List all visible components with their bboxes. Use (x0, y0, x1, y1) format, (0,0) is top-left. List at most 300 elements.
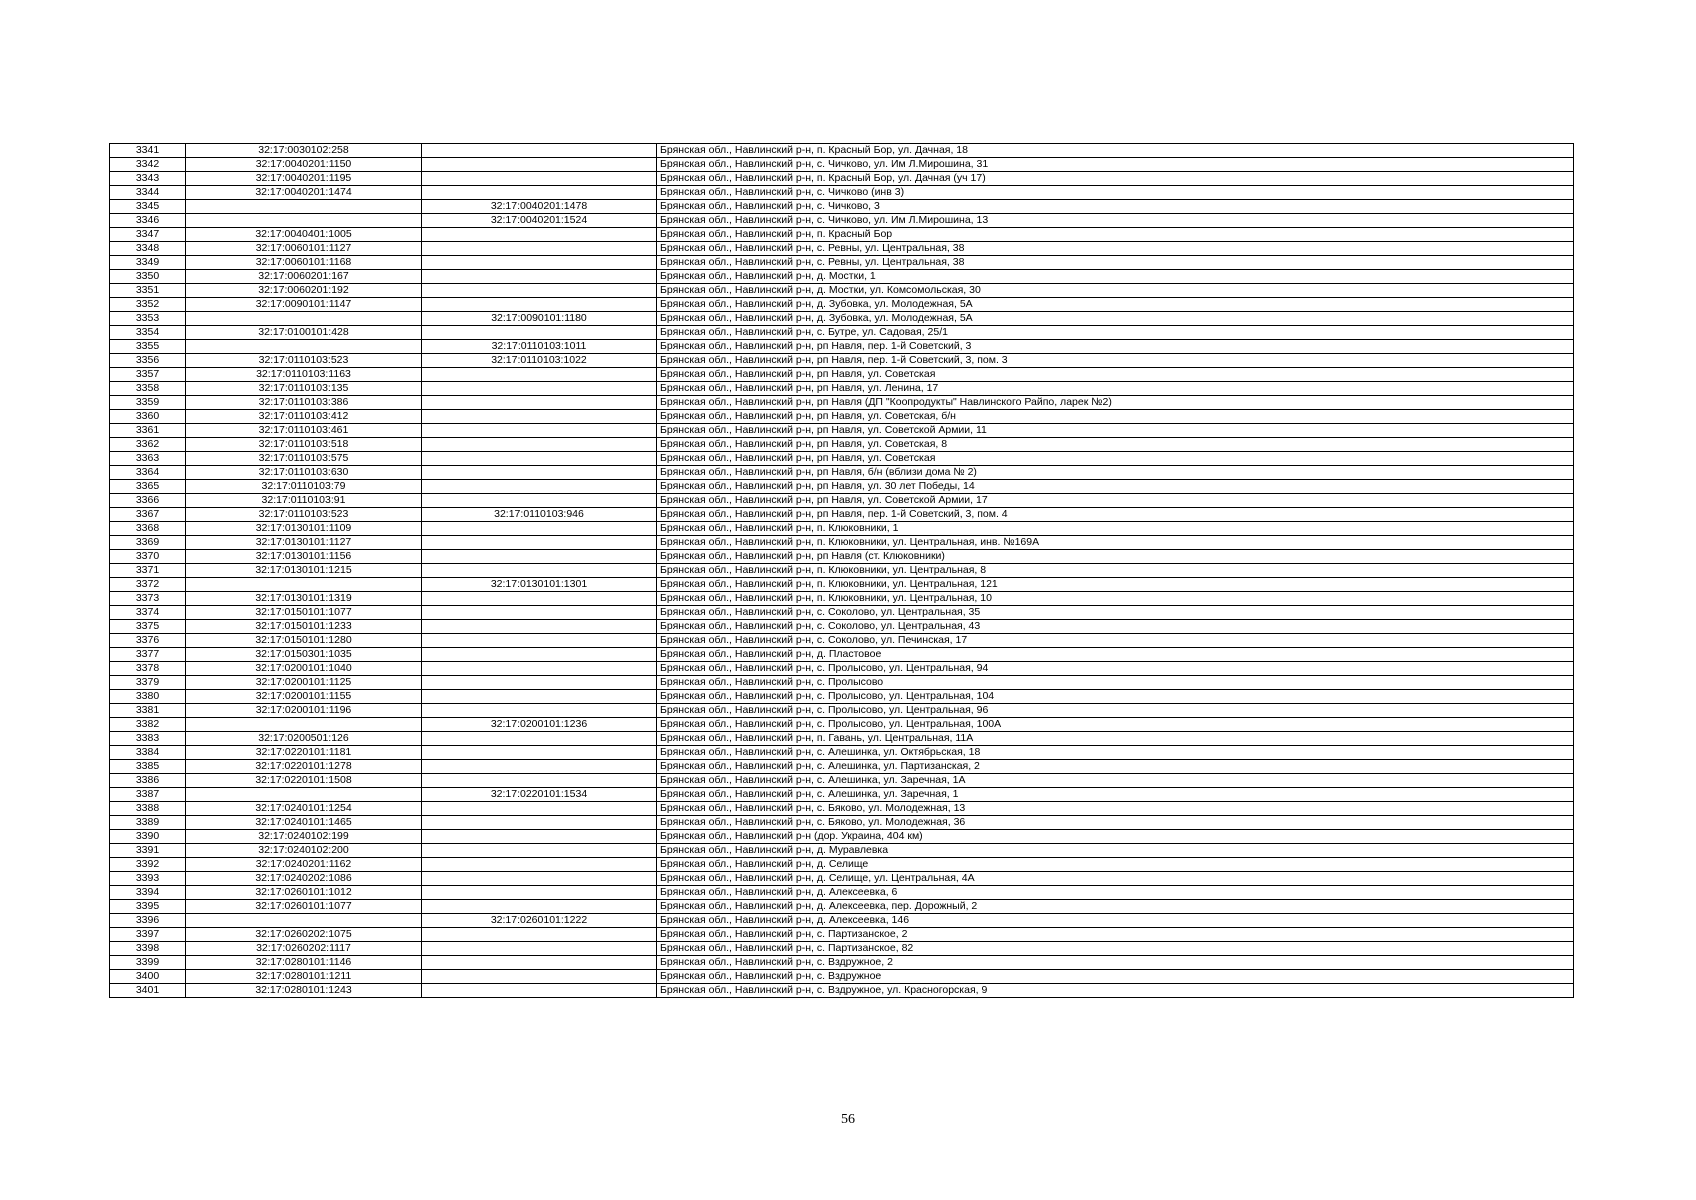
address-cell: Брянская обл., Навлинский р-н, рп Навля, ул. Советской Армии, 11 (657, 424, 1574, 438)
cadastral-number-cell: 32:17:0240101:1254 (186, 802, 422, 816)
table-row (110, 200, 1574, 214)
cadastral-number-cell (186, 718, 422, 732)
address-cell: Брянская обл., Навлинский р-н, п. Клюковники, ул. Центральная, 8 (657, 564, 1574, 578)
parent-cadastral-number-cell (422, 410, 657, 424)
parent-cadastral-number-cell (422, 228, 657, 242)
table-row (110, 690, 1574, 704)
row-number-cell: 3352 (110, 298, 186, 312)
parent-cadastral-number-cell (422, 564, 657, 578)
cadastral-number-cell: 32:17:0040201:1474 (186, 186, 422, 200)
cadastral-number-cell (186, 788, 422, 802)
row-number-cell: 3348 (110, 242, 186, 256)
table-row (110, 382, 1574, 396)
parent-cadastral-number-cell (422, 480, 657, 494)
row-number-cell: 3365 (110, 480, 186, 494)
cadastral-number-cell: 32:17:0030102:258 (186, 144, 422, 158)
address-cell: Брянская обл., Навлинский р-н, с. Алешинка, ул. Заречная, 1А (657, 774, 1574, 788)
row-number-cell: 3388 (110, 802, 186, 816)
address-cell: Брянская обл., Навлинский р-н, п. Красный Бор (657, 228, 1574, 242)
parent-cadastral-number-cell (422, 452, 657, 466)
table-row (110, 396, 1574, 410)
parent-cadastral-number-cell (422, 760, 657, 774)
row-number-cell: 3361 (110, 424, 186, 438)
row-number-cell: 3377 (110, 648, 186, 662)
parent-cadastral-number-cell (422, 186, 657, 200)
table-body (110, 144, 1574, 998)
parent-cadastral-number-cell: 32:17:0110103:946 (422, 508, 657, 522)
address-cell: Брянская обл., Навлинский р-н, д. Селище, ул. Центральная, 4А (657, 872, 1574, 886)
cadastral-number-cell: 32:17:0040201:1150 (186, 158, 422, 172)
row-number-cell: 3371 (110, 564, 186, 578)
cadastral-number-cell: 32:17:0100101:428 (186, 326, 422, 340)
address-cell: Брянская обл., Навлинский р-н, с. Бутре, ул. Садовая, 25/1 (657, 326, 1574, 340)
parent-cadastral-number-cell (422, 816, 657, 830)
address-cell: Брянская обл., Навлинский р-н, рп Навля, ул. Ленина, 17 (657, 382, 1574, 396)
cadastral-number-cell: 32:17:0240102:200 (186, 844, 422, 858)
cadastral-number-cell: 32:17:0040401:1005 (186, 228, 422, 242)
address-cell: Брянская обл., Навлинский р-н, с. Пролысово (657, 676, 1574, 690)
cadastral-number-cell: 32:17:0060101:1127 (186, 242, 422, 256)
address-cell: Брянская обл., Навлинский р-н, с. Алешинка, ул. Октябрьская, 18 (657, 746, 1574, 760)
page-number: 56 (841, 1112, 855, 1127)
cadastral-number-cell: 32:17:0200101:1040 (186, 662, 422, 676)
parent-cadastral-number-cell (422, 830, 657, 844)
row-number-cell: 3392 (110, 858, 186, 872)
parent-cadastral-number-cell (422, 536, 657, 550)
parent-cadastral-number-cell (422, 872, 657, 886)
table-row (110, 802, 1574, 816)
parent-cadastral-number-cell (422, 690, 657, 704)
table-row (110, 494, 1574, 508)
address-cell: Брянская обл., Навлинский р-н, п. Клюковники, ул. Центральная, 10 (657, 592, 1574, 606)
table-row (110, 186, 1574, 200)
parent-cadastral-number-cell (422, 774, 657, 788)
table-row (110, 858, 1574, 872)
table-row (110, 914, 1574, 928)
table-row (110, 228, 1574, 242)
parent-cadastral-number-cell (422, 942, 657, 956)
parent-cadastral-number-cell (422, 270, 657, 284)
row-number-cell: 3373 (110, 592, 186, 606)
address-cell: Брянская обл., Навлинский р-н, п. Гавань, ул. Центральная, 11А (657, 732, 1574, 746)
table-row (110, 956, 1574, 970)
table-row (110, 242, 1574, 256)
address-cell: Брянская обл., Навлинский р-н, рп Навля, пер. 1-й Советский, 3 (657, 340, 1574, 354)
table-row (110, 634, 1574, 648)
table-row (110, 718, 1574, 732)
address-cell: Брянская обл., Навлинский р-н, п. Красный Бор, ул. Дачная (уч 17) (657, 172, 1574, 186)
cadastral-number-cell: 32:17:0280101:1243 (186, 984, 422, 998)
parent-cadastral-number-cell (422, 326, 657, 340)
row-number-cell: 3401 (110, 984, 186, 998)
parent-cadastral-number-cell: 32:17:0110103:1022 (422, 354, 657, 368)
cadastral-number-cell: 32:17:0090101:1147 (186, 298, 422, 312)
address-cell: Брянская обл., Навлинский р-н (дор. Украина, 404 км) (657, 830, 1574, 844)
cadastral-number-cell (186, 340, 422, 354)
parent-cadastral-number-cell (422, 970, 657, 984)
row-number-cell: 3398 (110, 942, 186, 956)
row-number-cell: 3380 (110, 690, 186, 704)
cadastral-number-cell: 32:17:0260202:1075 (186, 928, 422, 942)
table-row (110, 214, 1574, 228)
row-number-cell: 3389 (110, 816, 186, 830)
table-row (110, 326, 1574, 340)
parent-cadastral-number-cell (422, 886, 657, 900)
table-row (110, 284, 1574, 298)
cadastral-number-cell: 32:17:0150101:1280 (186, 634, 422, 648)
address-cell: Брянская обл., Навлинский р-н, с. Чичково, 3 (657, 200, 1574, 214)
row-number-cell: 3396 (110, 914, 186, 928)
row-number-cell: 3344 (110, 186, 186, 200)
cadastral-number-cell: 32:17:0240202:1086 (186, 872, 422, 886)
parent-cadastral-number-cell (422, 858, 657, 872)
cadastral-number-cell: 32:17:0060101:1168 (186, 256, 422, 270)
parent-cadastral-number-cell (422, 494, 657, 508)
table-row (110, 466, 1574, 480)
cadastral-number-cell (186, 578, 422, 592)
row-number-cell: 3368 (110, 522, 186, 536)
parent-cadastral-number-cell (422, 662, 657, 676)
row-number-cell: 3374 (110, 606, 186, 620)
address-cell: Брянская обл., Навлинский р-н, с. Бяково, ул. Молодежная, 13 (657, 802, 1574, 816)
table-row (110, 270, 1574, 284)
address-cell: Брянская обл., Навлинский р-н, с. Чичково, ул. Им Л.Мирошина, 31 (657, 158, 1574, 172)
parent-cadastral-number-cell (422, 676, 657, 690)
address-cell: Брянская обл., Навлинский р-н, д. Алексеевка, пер. Дорожный, 2 (657, 900, 1574, 914)
table-row (110, 508, 1574, 522)
address-cell: Брянская обл., Навлинский р-н, рп Навля (ДП "Коопродукты" Навлинского Райпо, ларек №2) (657, 396, 1574, 410)
address-cell: Брянская обл., Навлинский р-н, п. Красный Бор, ул. Дачная, 18 (657, 144, 1574, 158)
parent-cadastral-number-cell (422, 522, 657, 536)
table-row (110, 256, 1574, 270)
address-cell: Брянская обл., Навлинский р-н, с. Пролысово, ул. Центральная, 100А (657, 718, 1574, 732)
parent-cadastral-number-cell (422, 956, 657, 970)
address-cell: Брянская обл., Навлинский р-н, д. Зубовка, ул. Молодежная, 5А (657, 298, 1574, 312)
address-cell: Брянская обл., Навлинский р-н, рп Навля, ул. 30 лет Победы, 14 (657, 480, 1574, 494)
address-cell: Брянская обл., Навлинский р-н, д. Алексеевка, 6 (657, 886, 1574, 900)
address-cell: Брянская обл., Навлинский р-н, п. Клюковники, ул. Центральная, инв. №169А (657, 536, 1574, 550)
row-number-cell: 3385 (110, 760, 186, 774)
address-cell: Брянская обл., Навлинский р-н, рп Навля, ул. Советской Армии, 17 (657, 494, 1574, 508)
address-cell: Брянская обл., Навлинский р-н, с. Ревны, ул. Центральная, 38 (657, 256, 1574, 270)
cadastral-number-cell: 32:17:0220101:1508 (186, 774, 422, 788)
cadastral-number-cell: 32:17:0130101:1319 (186, 592, 422, 606)
address-cell: Брянская обл., Навлинский р-н, рп Навля, пер. 1-й Советский, 3, пом. 3 (657, 354, 1574, 368)
cadastral-number-cell: 32:17:0110103:461 (186, 424, 422, 438)
row-number-cell: 3347 (110, 228, 186, 242)
cadastral-number-cell: 32:17:0200101:1125 (186, 676, 422, 690)
parent-cadastral-number-cell (422, 172, 657, 186)
row-number-cell: 3346 (110, 214, 186, 228)
parent-cadastral-number-cell (422, 298, 657, 312)
parent-cadastral-number-cell (422, 620, 657, 634)
row-number-cell: 3359 (110, 396, 186, 410)
parent-cadastral-number-cell (422, 284, 657, 298)
address-cell: Брянская обл., Навлинский р-н, с. Ревны, ул. Центральная, 38 (657, 242, 1574, 256)
parent-cadastral-number-cell (422, 550, 657, 564)
row-number-cell: 3399 (110, 956, 186, 970)
parent-cadastral-number-cell (422, 648, 657, 662)
row-number-cell: 3354 (110, 326, 186, 340)
table-row (110, 368, 1574, 382)
address-cell: Брянская обл., Навлинский р-н, рп Навля, ул. Советская (657, 368, 1574, 382)
table-row (110, 760, 1574, 774)
parent-cadastral-number-cell (422, 438, 657, 452)
address-cell: Брянская обл., Навлинский р-н, с. Пролысово, ул. Центральная, 104 (657, 690, 1574, 704)
property-table (109, 143, 1574, 998)
table-row (110, 340, 1574, 354)
table-row (110, 592, 1574, 606)
table-row (110, 410, 1574, 424)
address-cell: Брянская обл., Навлинский р-н, рп Навля, ул. Советская (657, 452, 1574, 466)
parent-cadastral-number-cell (422, 144, 657, 158)
parent-cadastral-number-cell (422, 382, 657, 396)
parent-cadastral-number-cell (422, 802, 657, 816)
row-number-cell: 3372 (110, 578, 186, 592)
cadastral-number-cell: 32:17:0110103:518 (186, 438, 422, 452)
cadastral-number-cell: 32:17:0130101:1156 (186, 550, 422, 564)
row-number-cell: 3367 (110, 508, 186, 522)
cadastral-number-cell: 32:17:0240201:1162 (186, 858, 422, 872)
row-number-cell: 3363 (110, 452, 186, 466)
table-row (110, 900, 1574, 914)
table-row (110, 354, 1574, 368)
address-cell: Брянская обл., Навлинский р-н, д. Зубовка, ул. Молодежная, 5А (657, 312, 1574, 326)
parent-cadastral-number-cell: 32:17:0040201:1478 (422, 200, 657, 214)
address-cell: Брянская обл., Навлинский р-н, д. Селище (657, 858, 1574, 872)
table-row (110, 578, 1574, 592)
row-number-cell: 3351 (110, 284, 186, 298)
table-row (110, 452, 1574, 466)
parent-cadastral-number-cell (422, 242, 657, 256)
table-row (110, 564, 1574, 578)
table-row (110, 662, 1574, 676)
address-cell: Брянская обл., Навлинский р-н, с. Соколово, ул. Центральная, 43 (657, 620, 1574, 634)
row-number-cell: 3393 (110, 872, 186, 886)
cadastral-number-cell: 32:17:0220101:1181 (186, 746, 422, 760)
cadastral-number-cell: 32:17:0260101:1012 (186, 886, 422, 900)
row-number-cell: 3357 (110, 368, 186, 382)
cadastral-number-cell: 32:17:0130101:1109 (186, 522, 422, 536)
cadastral-number-cell: 32:17:0110103:523 (186, 354, 422, 368)
address-cell: Брянская обл., Навлинский р-н, с. Партизанское, 82 (657, 942, 1574, 956)
cadastral-number-cell: 32:17:0260101:1077 (186, 900, 422, 914)
row-number-cell: 3376 (110, 634, 186, 648)
address-cell: Брянская обл., Навлинский р-н, с. Чичково, ул. Им Л.Мирошина, 13 (657, 214, 1574, 228)
parent-cadastral-number-cell (422, 424, 657, 438)
row-number-cell: 3397 (110, 928, 186, 942)
table-row (110, 522, 1574, 536)
row-number-cell: 3353 (110, 312, 186, 326)
row-number-cell: 3395 (110, 900, 186, 914)
cadastral-number-cell: 32:17:0280101:1146 (186, 956, 422, 970)
row-number-cell: 3343 (110, 172, 186, 186)
parent-cadastral-number-cell (422, 634, 657, 648)
parent-cadastral-number-cell (422, 900, 657, 914)
address-cell: Брянская обл., Навлинский р-н, рп Навля, б/н (вблизи дома № 2) (657, 466, 1574, 480)
table-row (110, 298, 1574, 312)
parent-cadastral-number-cell: 32:17:0090101:1180 (422, 312, 657, 326)
row-number-cell: 3400 (110, 970, 186, 984)
table-row (110, 550, 1574, 564)
address-cell: Брянская обл., Навлинский р-н, с. Вздружное (657, 970, 1574, 984)
address-cell: Брянская обл., Навлинский р-н, с. Партизанское, 2 (657, 928, 1574, 942)
table-row (110, 844, 1574, 858)
parent-cadastral-number-cell: 32:17:0110103:1011 (422, 340, 657, 354)
parent-cadastral-number-cell (422, 746, 657, 760)
cadastral-number-cell: 32:17:0110103:575 (186, 452, 422, 466)
cadastral-number-cell: 32:17:0110103:79 (186, 480, 422, 494)
parent-cadastral-number-cell (422, 592, 657, 606)
address-cell: Брянская обл., Навлинский р-н, п. Клюковники, 1 (657, 522, 1574, 536)
table-row (110, 704, 1574, 718)
row-number-cell: 3382 (110, 718, 186, 732)
parent-cadastral-number-cell (422, 368, 657, 382)
row-number-cell: 3370 (110, 550, 186, 564)
cadastral-number-cell: 32:17:0110103:412 (186, 410, 422, 424)
row-number-cell: 3355 (110, 340, 186, 354)
address-cell: Брянская обл., Навлинский р-н, д. Алексеевка, 146 (657, 914, 1574, 928)
cadastral-number-cell: 32:17:0260202:1117 (186, 942, 422, 956)
row-number-cell: 3379 (110, 676, 186, 690)
row-number-cell: 3390 (110, 830, 186, 844)
cadastral-number-cell: 32:17:0130101:1127 (186, 536, 422, 550)
address-cell: Брянская обл., Навлинский р-н, с. Вздружное, ул. Красногорская, 9 (657, 984, 1574, 998)
table-row (110, 676, 1574, 690)
row-number-cell: 3349 (110, 256, 186, 270)
table-row (110, 648, 1574, 662)
row-number-cell: 3362 (110, 438, 186, 452)
row-number-cell: 3383 (110, 732, 186, 746)
cadastral-number-cell: 32:17:0130101:1215 (186, 564, 422, 578)
cadastral-number-cell: 32:17:0150101:1077 (186, 606, 422, 620)
cadastral-number-cell: 32:17:0240101:1465 (186, 816, 422, 830)
row-number-cell: 3366 (110, 494, 186, 508)
cadastral-number-cell: 32:17:0060201:167 (186, 270, 422, 284)
parent-cadastral-number-cell (422, 466, 657, 480)
address-cell: Брянская обл., Навлинский р-н, с. Пролысово, ул. Центральная, 96 (657, 704, 1574, 718)
table-row (110, 158, 1574, 172)
cadastral-number-cell (186, 214, 422, 228)
cadastral-number-cell: 32:17:0110103:135 (186, 382, 422, 396)
cadastral-number-cell: 32:17:0110103:91 (186, 494, 422, 508)
parent-cadastral-number-cell (422, 606, 657, 620)
address-cell: Брянская обл., Навлинский р-н, с. Чичково (инв 3) (657, 186, 1574, 200)
address-cell: Брянская обл., Навлинский р-н, д. Мостки, ул. Комсомольская, 30 (657, 284, 1574, 298)
row-number-cell: 3341 (110, 144, 186, 158)
cadastral-number-cell: 32:17:0060201:192 (186, 284, 422, 298)
cadastral-number-cell: 32:17:0110103:386 (186, 396, 422, 410)
address-cell: Брянская обл., Навлинский р-н, с. Алешинка, ул. Заречная, 1 (657, 788, 1574, 802)
address-cell: Брянская обл., Навлинский р-н, д. Мостки, 1 (657, 270, 1574, 284)
table-row (110, 942, 1574, 956)
row-number-cell: 3350 (110, 270, 186, 284)
table-row (110, 984, 1574, 998)
address-cell: Брянская обл., Навлинский р-н, рп Навля (ст. Клюковники) (657, 550, 1574, 564)
address-cell: Брянская обл., Навлинский р-н, рп Навля, ул. Советская, 8 (657, 438, 1574, 452)
table-row (110, 312, 1574, 326)
cadastral-number-cell: 32:17:0220101:1278 (186, 760, 422, 774)
row-number-cell: 3364 (110, 466, 186, 480)
row-number-cell: 3360 (110, 410, 186, 424)
address-cell: Брянская обл., Навлинский р-н, п. Клюковники, ул. Центральная, 121 (657, 578, 1574, 592)
cadastral-number-cell: 32:17:0110103:1163 (186, 368, 422, 382)
parent-cadastral-number-cell (422, 396, 657, 410)
parent-cadastral-number-cell: 32:17:0200101:1236 (422, 718, 657, 732)
table-row (110, 620, 1574, 634)
cadastral-number-cell: 32:17:0040201:1195 (186, 172, 422, 186)
row-number-cell: 3378 (110, 662, 186, 676)
row-number-cell: 3345 (110, 200, 186, 214)
row-number-cell: 3394 (110, 886, 186, 900)
table-row (110, 172, 1574, 186)
parent-cadastral-number-cell (422, 928, 657, 942)
row-number-cell: 3375 (110, 620, 186, 634)
cadastral-number-cell: 32:17:0200101:1196 (186, 704, 422, 718)
cadastral-number-cell: 32:17:0240102:199 (186, 830, 422, 844)
row-number-cell: 3387 (110, 788, 186, 802)
table-row (110, 746, 1574, 760)
cadastral-number-cell: 32:17:0150101:1233 (186, 620, 422, 634)
table-row (110, 774, 1574, 788)
cadastral-number-cell: 32:17:0150301:1035 (186, 648, 422, 662)
table-row (110, 536, 1574, 550)
table-row (110, 816, 1574, 830)
parent-cadastral-number-cell (422, 704, 657, 718)
address-cell: Брянская обл., Навлинский р-н, с. Бяково, ул. Молодежная, 36 (657, 816, 1574, 830)
address-cell: Брянская обл., Навлинский р-н, с. Алешинка, ул. Партизанская, 2 (657, 760, 1574, 774)
cadastral-number-cell: 32:17:0200101:1155 (186, 690, 422, 704)
row-number-cell: 3356 (110, 354, 186, 368)
parent-cadastral-number-cell (422, 158, 657, 172)
parent-cadastral-number-cell: 32:17:0040201:1524 (422, 214, 657, 228)
address-cell: Брянская обл., Навлинский р-н, д. Муравлевка (657, 844, 1574, 858)
table-row (110, 872, 1574, 886)
address-cell: Брянская обл., Навлинский р-н, рп Навля, пер. 1-й Советский, 3, пом. 4 (657, 508, 1574, 522)
parent-cadastral-number-cell (422, 256, 657, 270)
parent-cadastral-number-cell: 32:17:0220101:1534 (422, 788, 657, 802)
table-row (110, 788, 1574, 802)
row-number-cell: 3358 (110, 382, 186, 396)
table-row (110, 606, 1574, 620)
address-cell: Брянская обл., Навлинский р-н, с. Пролысово, ул. Центральная, 94 (657, 662, 1574, 676)
table-row (110, 830, 1574, 844)
cadastral-number-cell (186, 312, 422, 326)
table-row (110, 144, 1574, 158)
row-number-cell: 3391 (110, 844, 186, 858)
cadastral-number-cell (186, 914, 422, 928)
table-row (110, 438, 1574, 452)
table-row (110, 886, 1574, 900)
row-number-cell: 3381 (110, 704, 186, 718)
table-row (110, 424, 1574, 438)
table-row (110, 970, 1574, 984)
table-row (110, 732, 1574, 746)
address-cell: Брянская обл., Навлинский р-н, с. Соколово, ул. Центральная, 35 (657, 606, 1574, 620)
cadastral-number-cell: 32:17:0110103:523 (186, 508, 422, 522)
parent-cadastral-number-cell: 32:17:0260101:1222 (422, 914, 657, 928)
address-cell: Брянская обл., Навлинский р-н, с. Вздружное, 2 (657, 956, 1574, 970)
row-number-cell: 3369 (110, 536, 186, 550)
cadastral-number-cell: 32:17:0110103:630 (186, 466, 422, 480)
table-row (110, 480, 1574, 494)
cadastral-number-cell: 32:17:0280101:1211 (186, 970, 422, 984)
parent-cadastral-number-cell (422, 984, 657, 998)
row-number-cell: 3342 (110, 158, 186, 172)
row-number-cell: 3386 (110, 774, 186, 788)
parent-cadastral-number-cell: 32:17:0130101:1301 (422, 578, 657, 592)
cadastral-number-cell (186, 200, 422, 214)
